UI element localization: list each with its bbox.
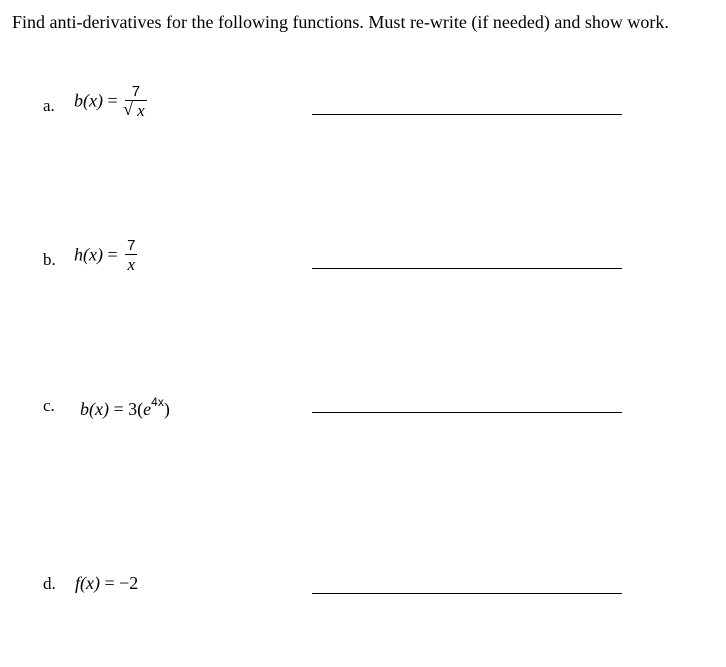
problem-b-function (74, 238, 137, 275)
problem-c-close-paren: ) (163, 399, 170, 419)
problem-d-label: d. (43, 574, 56, 593)
problem-a-lhs: b(x) (74, 90, 103, 111)
problem-b-label: b. (43, 250, 56, 269)
problem-b-equals: = (107, 244, 118, 265)
problem-c-lhs: b(x) (80, 399, 109, 419)
answer-line-d[interactable] (312, 593, 622, 594)
problem-b-denominator: x (127, 255, 136, 274)
problem-c-label: c. (43, 396, 55, 415)
problem-a-numerator: 7 (131, 83, 141, 100)
problem-a-function (74, 84, 147, 121)
problem-a-fraction (125, 84, 147, 121)
problem-b-fraction (125, 238, 137, 275)
radical-sign: √ (123, 99, 134, 119)
problem-b-lhs: h(x) (74, 244, 103, 265)
problem-d-function (75, 573, 138, 594)
problem-c-exponent: 4x (151, 395, 164, 409)
answer-line-a[interactable] (312, 114, 622, 115)
problem-d-equals: = −2 (104, 573, 139, 593)
problem-b-numerator: 7 (127, 237, 136, 254)
problem-c-function (80, 395, 170, 420)
problem-d-lhs: f(x) (75, 573, 100, 593)
problem-a-denominator: x (137, 101, 145, 120)
problem-c-equals: = 3( (113, 399, 144, 419)
problem-a-equals: = (107, 90, 118, 111)
answer-line-b[interactable] (312, 268, 622, 269)
problem-a-sqrt (125, 101, 147, 121)
instructions-text: Find anti-derivatives for the following functions. Must re-write (if needed) and show work. (12, 12, 669, 32)
problem-a-label: a. (43, 96, 55, 115)
answer-line-c[interactable] (312, 412, 622, 413)
problem-c-base: e (143, 399, 152, 419)
